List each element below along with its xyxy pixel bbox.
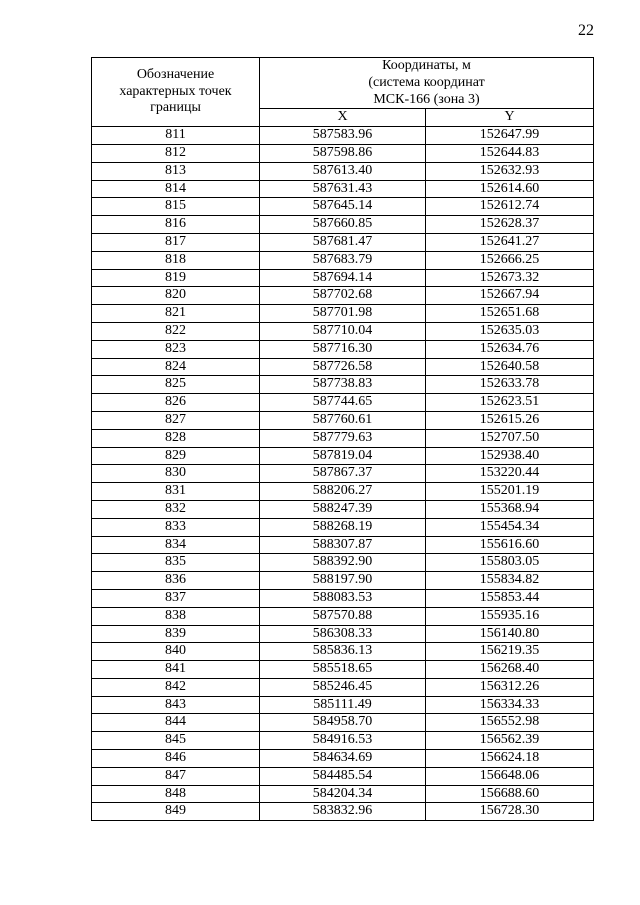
page-number: 22 — [578, 22, 594, 39]
x-cell: 588268.19 — [260, 518, 426, 536]
x-cell: 587683.79 — [260, 251, 426, 269]
x-cell: 585836.13 — [260, 643, 426, 661]
point-cell: 846 — [92, 750, 260, 768]
table-row — [92, 394, 594, 412]
x-cell: 587779.63 — [260, 429, 426, 447]
point-cell: 837 — [92, 589, 260, 607]
table-row — [92, 518, 594, 536]
y-cell: 152635.03 — [426, 322, 594, 340]
y-cell: 152644.83 — [426, 144, 594, 162]
x-cell: 587613.40 — [260, 162, 426, 180]
table-row — [92, 447, 594, 465]
x-cell: 588247.39 — [260, 500, 426, 518]
table-row — [92, 269, 594, 287]
table-header — [92, 58, 594, 127]
x-cell: 585111.49 — [260, 696, 426, 714]
point-cell: 827 — [92, 411, 260, 429]
y-cell: 152938.40 — [426, 447, 594, 465]
x-cell: 587819.04 — [260, 447, 426, 465]
point-cell: 825 — [92, 376, 260, 394]
x-cell: 588307.87 — [260, 536, 426, 554]
y-cell: 152632.93 — [426, 162, 594, 180]
y-cell: 152707.50 — [426, 429, 594, 447]
table-row — [92, 500, 594, 518]
point-cell: 811 — [92, 127, 260, 145]
x-cell: 585518.65 — [260, 661, 426, 679]
x-cell: 587631.43 — [260, 180, 426, 198]
x-cell: 587726.58 — [260, 358, 426, 376]
x-cell: 588206.27 — [260, 483, 426, 501]
table-row — [92, 483, 594, 501]
table-row — [92, 144, 594, 162]
point-cell: 833 — [92, 518, 260, 536]
y-cell: 152673.32 — [426, 269, 594, 287]
y-cell: 155368.94 — [426, 500, 594, 518]
table-row — [92, 785, 594, 803]
y-cell: 152614.60 — [426, 180, 594, 198]
point-cell: 839 — [92, 625, 260, 643]
x-column-header: X — [260, 109, 426, 127]
point-cell: 843 — [92, 696, 260, 714]
point-cell: 830 — [92, 465, 260, 483]
point-cell: 836 — [92, 572, 260, 590]
table-row — [92, 465, 594, 483]
table-body — [92, 127, 594, 821]
x-cell: 587701.98 — [260, 305, 426, 323]
point-cell: 822 — [92, 322, 260, 340]
table-row — [92, 803, 594, 821]
x-cell: 587681.47 — [260, 233, 426, 251]
x-cell: 587744.65 — [260, 394, 426, 412]
x-cell: 584634.69 — [260, 750, 426, 768]
x-cell: 587694.14 — [260, 269, 426, 287]
point-cell: 828 — [92, 429, 260, 447]
y-cell: 156562.39 — [426, 732, 594, 750]
point-cell: 813 — [92, 162, 260, 180]
y-cell: 156140.80 — [426, 625, 594, 643]
point-cell: 815 — [92, 198, 260, 216]
point-cell: 817 — [92, 233, 260, 251]
table-row — [92, 678, 594, 696]
point-cell: 821 — [92, 305, 260, 323]
point-column-header — [92, 58, 260, 127]
point-cell: 826 — [92, 394, 260, 412]
x-cell: 587760.61 — [260, 411, 426, 429]
point-cell: 816 — [92, 216, 260, 234]
y-cell: 153220.44 — [426, 465, 594, 483]
point-cell: 818 — [92, 251, 260, 269]
y-cell: 152666.25 — [426, 251, 594, 269]
x-cell: 587738.83 — [260, 376, 426, 394]
point-cell: 820 — [92, 287, 260, 305]
point-cell: 847 — [92, 767, 260, 785]
y-cell: 156648.06 — [426, 767, 594, 785]
point-cell: 823 — [92, 340, 260, 358]
table-row — [92, 661, 594, 679]
table-row — [92, 376, 594, 394]
y-cell: 156219.35 — [426, 643, 594, 661]
y-cell: 155853.44 — [426, 589, 594, 607]
y-cell: 156312.26 — [426, 678, 594, 696]
y-cell: 156268.40 — [426, 661, 594, 679]
point-cell: 838 — [92, 607, 260, 625]
y-cell: 152633.78 — [426, 376, 594, 394]
table-row — [92, 233, 594, 251]
y-cell: 156688.60 — [426, 785, 594, 803]
point-cell: 841 — [92, 661, 260, 679]
y-cell: 152667.94 — [426, 287, 594, 305]
point-header-text: Обозначение характерных точек границы — [119, 66, 232, 116]
y-cell: 152651.68 — [426, 305, 594, 323]
x-cell: 584485.54 — [260, 767, 426, 785]
table-row — [92, 162, 594, 180]
point-cell: 829 — [92, 447, 260, 465]
y-cell: 156552.98 — [426, 714, 594, 732]
table-row — [92, 411, 594, 429]
table-row — [92, 322, 594, 340]
table-row — [92, 536, 594, 554]
table-row — [92, 714, 594, 732]
x-cell: 583832.96 — [260, 803, 426, 821]
point-cell: 848 — [92, 785, 260, 803]
x-cell: 587570.88 — [260, 607, 426, 625]
y-cell: 152623.51 — [426, 394, 594, 412]
x-cell: 584916.53 — [260, 732, 426, 750]
point-cell: 842 — [92, 678, 260, 696]
coords-header-line-1: Координаты, м — [382, 58, 471, 73]
y-cell: 152615.26 — [426, 411, 594, 429]
coords-header-line-3: МСК-166 (зона 3) — [373, 91, 480, 107]
table-row — [92, 216, 594, 234]
x-cell: 588197.90 — [260, 572, 426, 590]
x-cell: 587598.86 — [260, 144, 426, 162]
x-cell: 586308.33 — [260, 625, 426, 643]
table-row — [92, 589, 594, 607]
x-cell: 587645.14 — [260, 198, 426, 216]
table-row — [92, 643, 594, 661]
x-cell: 585246.45 — [260, 678, 426, 696]
x-cell: 584958.70 — [260, 714, 426, 732]
y-cell: 152640.58 — [426, 358, 594, 376]
point-cell: 812 — [92, 144, 260, 162]
y-cell: 156334.33 — [426, 696, 594, 714]
table-row — [92, 732, 594, 750]
point-cell: 845 — [92, 732, 260, 750]
table-row — [92, 607, 594, 625]
table-row — [92, 429, 594, 447]
table-row — [92, 198, 594, 216]
table-row — [92, 572, 594, 590]
point-cell: 844 — [92, 714, 260, 732]
y-cell: 155201.19 — [426, 483, 594, 501]
table-row — [92, 750, 594, 768]
y-cell: 155454.34 — [426, 518, 594, 536]
x-cell: 587702.68 — [260, 287, 426, 305]
x-cell: 584204.34 — [260, 785, 426, 803]
x-cell: 587867.37 — [260, 465, 426, 483]
coordinates-table — [91, 57, 594, 821]
x-cell: 587660.85 — [260, 216, 426, 234]
x-cell: 588083.53 — [260, 589, 426, 607]
coords-header-line-2: (система координат — [368, 74, 485, 90]
point-cell: 814 — [92, 180, 260, 198]
y-cell: 152647.99 — [426, 127, 594, 145]
point-cell: 849 — [92, 803, 260, 821]
y-cell: 155616.60 — [426, 536, 594, 554]
y-cell: 152612.74 — [426, 198, 594, 216]
point-cell: 840 — [92, 643, 260, 661]
y-cell: 155935.16 — [426, 607, 594, 625]
y-cell: 155834.82 — [426, 572, 594, 590]
y-cell: 152628.37 — [426, 216, 594, 234]
table-row — [92, 554, 594, 572]
y-cell: 152634.76 — [426, 340, 594, 358]
table-row — [92, 251, 594, 269]
x-cell: 587710.04 — [260, 322, 426, 340]
point-cell: 834 — [92, 536, 260, 554]
table-row — [92, 625, 594, 643]
table-row — [92, 127, 594, 145]
table-row — [92, 305, 594, 323]
table-row — [92, 287, 594, 305]
y-cell: 156624.18 — [426, 750, 594, 768]
point-cell: 835 — [92, 554, 260, 572]
y-cell: 155803.05 — [426, 554, 594, 572]
y-cell: 156728.30 — [426, 803, 594, 821]
point-cell: 832 — [92, 500, 260, 518]
x-cell: 587716.30 — [260, 340, 426, 358]
table-row — [92, 696, 594, 714]
x-cell: 587583.96 — [260, 127, 426, 145]
point-cell: 819 — [92, 269, 260, 287]
table-row — [92, 340, 594, 358]
y-cell: 152641.27 — [426, 233, 594, 251]
point-cell: 831 — [92, 483, 260, 501]
table-row — [92, 180, 594, 198]
table-row — [92, 358, 594, 376]
x-cell: 588392.90 — [260, 554, 426, 572]
table-row — [92, 767, 594, 785]
point-cell: 824 — [92, 358, 260, 376]
coordinates-group-header — [260, 58, 594, 109]
y-column-header: Y — [426, 109, 594, 127]
